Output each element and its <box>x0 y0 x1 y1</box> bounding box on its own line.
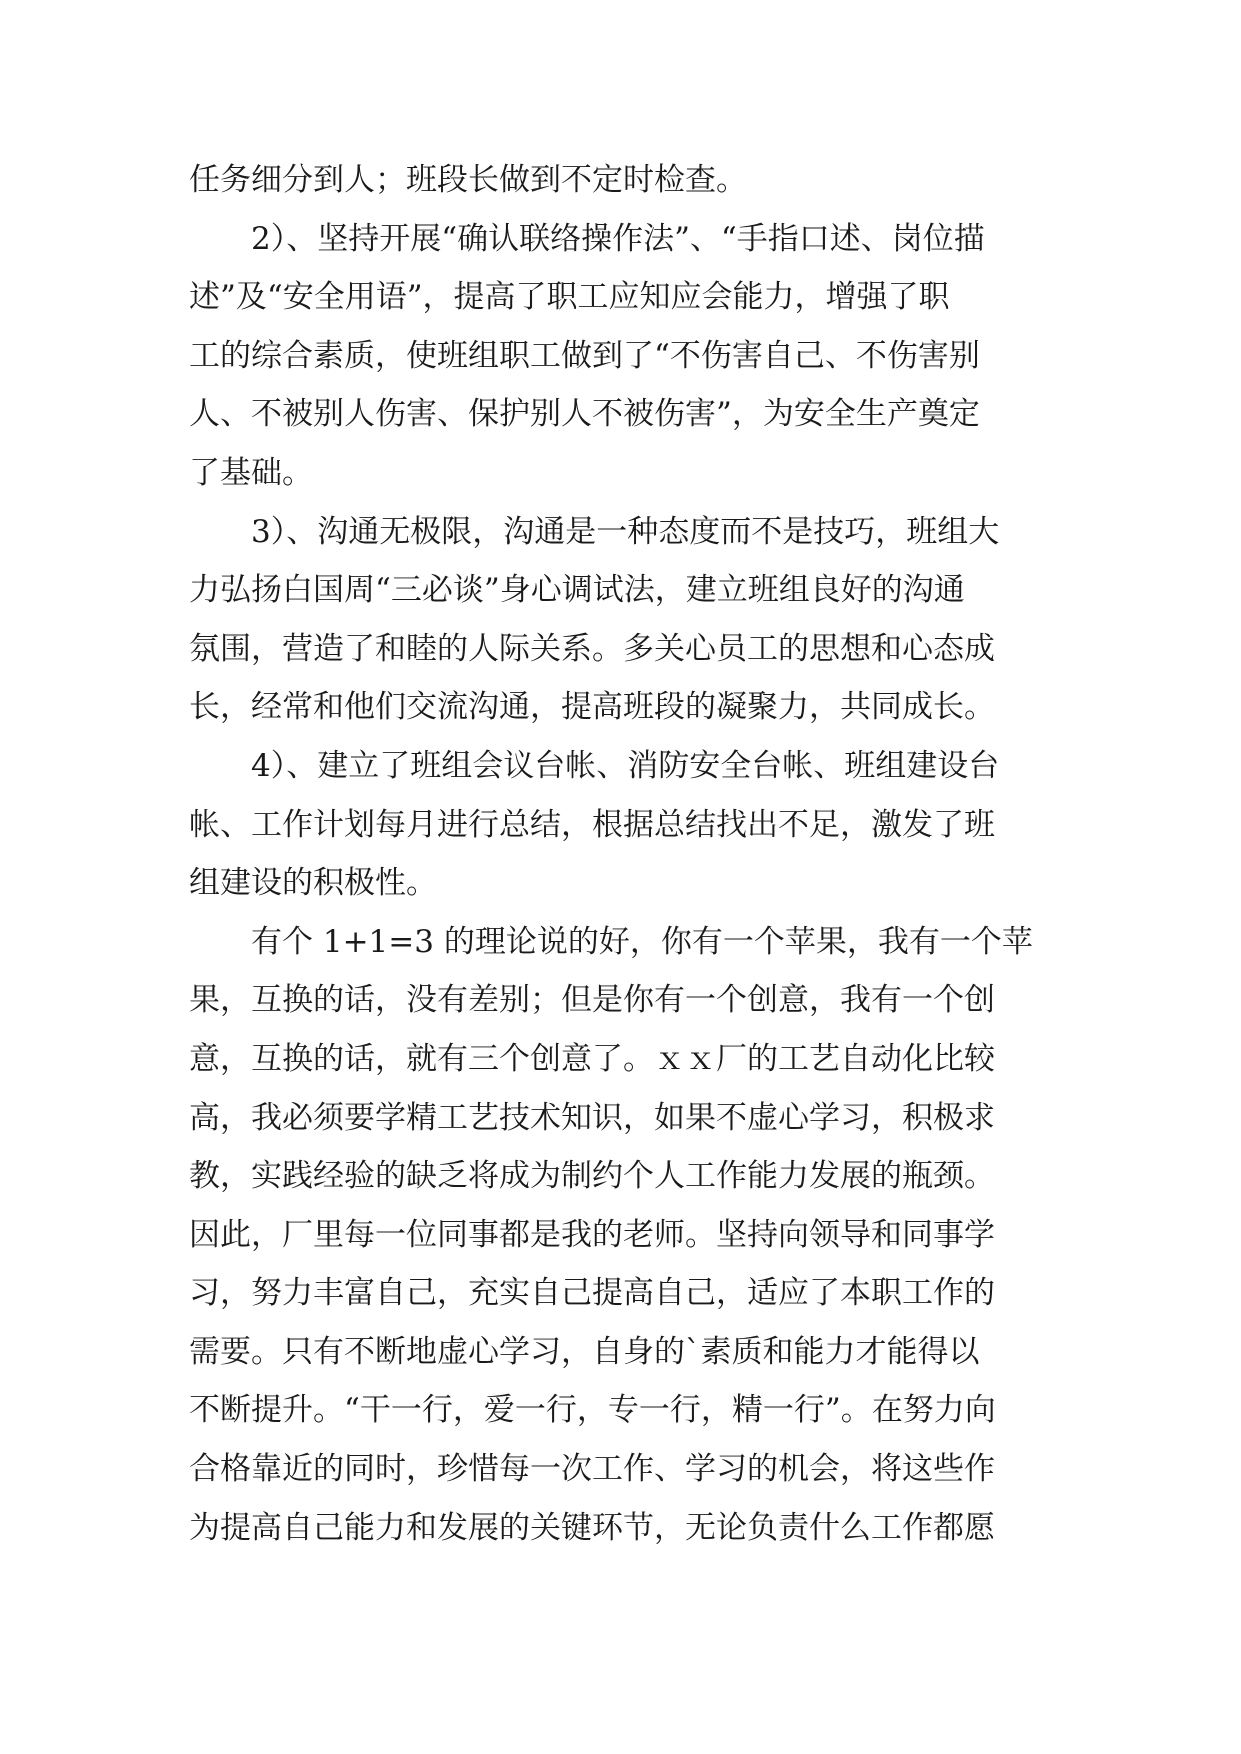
text-line: 了基础。 <box>189 454 313 491</box>
text-line: 工的综合素质，使班组职工做到了“不伤害自己、不伤害别 <box>189 337 980 374</box>
text-line: 因此，厂里每一位同事都是我的老师。坚持向领导和同事学 <box>189 1216 995 1253</box>
text-line: 合格靠近的同时，珍惜每一次工作、学习的机会，将这些作 <box>189 1451 995 1488</box>
text-line: 长，经常和他们交流沟通，提高班段的凝聚力，共同成长。 <box>189 689 995 726</box>
text-line: 为提高自己能力和发展的关键环节，无论负责什么工作都愿 <box>189 1509 995 1546</box>
text-line: 组建设的积极性。 <box>189 865 437 902</box>
text-line: 需要。只有不断地虚心学习，自身的`素质和能力才能得以 <box>189 1333 980 1370</box>
text-line: 3）、沟通无极限，沟通是一种态度而不是技巧，班组大 <box>251 513 1000 550</box>
body-text <box>189 151 1069 1557</box>
text-line: 力弘扬白国周“三必谈”身心调试法，建立班组良好的沟通 <box>189 572 965 609</box>
text-line: 氛围，营造了和睦的人际关系。多关心员工的思想和心态成 <box>189 630 995 667</box>
text-line: 帐、工作计划每月进行总结，根据总结找出不足，激发了班 <box>189 806 995 843</box>
text-line: 习，努力丰富自己，充实自己提高自己，适应了本职工作的 <box>189 1275 995 1312</box>
text-line: 有个 1+1=3 的理论说的好，你有一个苹果，我有一个苹 <box>251 923 1033 960</box>
text-line: 果，互换的话，没有差别；但是你有一个创意，我有一个创 <box>189 982 995 1019</box>
text-line: 任务细分到人；班段长做到不定时检查。 <box>189 162 747 198</box>
text-line: 教，实践经验的缺乏将成为制约个人工作能力发展的瓶颈。 <box>189 1158 995 1195</box>
text-line: 高，我必须要学精工艺技术知识，如果不虚心学习，积极求 <box>189 1099 995 1136</box>
text-line: 4）、建立了班组会议台帐、消防安全台帐、班组建设台 <box>251 747 1000 784</box>
text-line: 2）、坚持开展“确认联络操作法”、“手指口述、岗位描 <box>251 220 985 257</box>
text-line: 不断提升。“干一行，爱一行，专一行，精一行”。在努力向 <box>189 1392 996 1429</box>
text-line: 述”及“安全用语”，提高了职工应知应会能力，增强了职 <box>189 279 950 316</box>
text-line: 人、不被别人伤害、保护别人不被伤害”，为安全生产奠定 <box>189 396 980 433</box>
text-line: 意，互换的话，就有三个创意了。ｘｘ厂的工艺自动化比较 <box>189 1040 995 1077</box>
